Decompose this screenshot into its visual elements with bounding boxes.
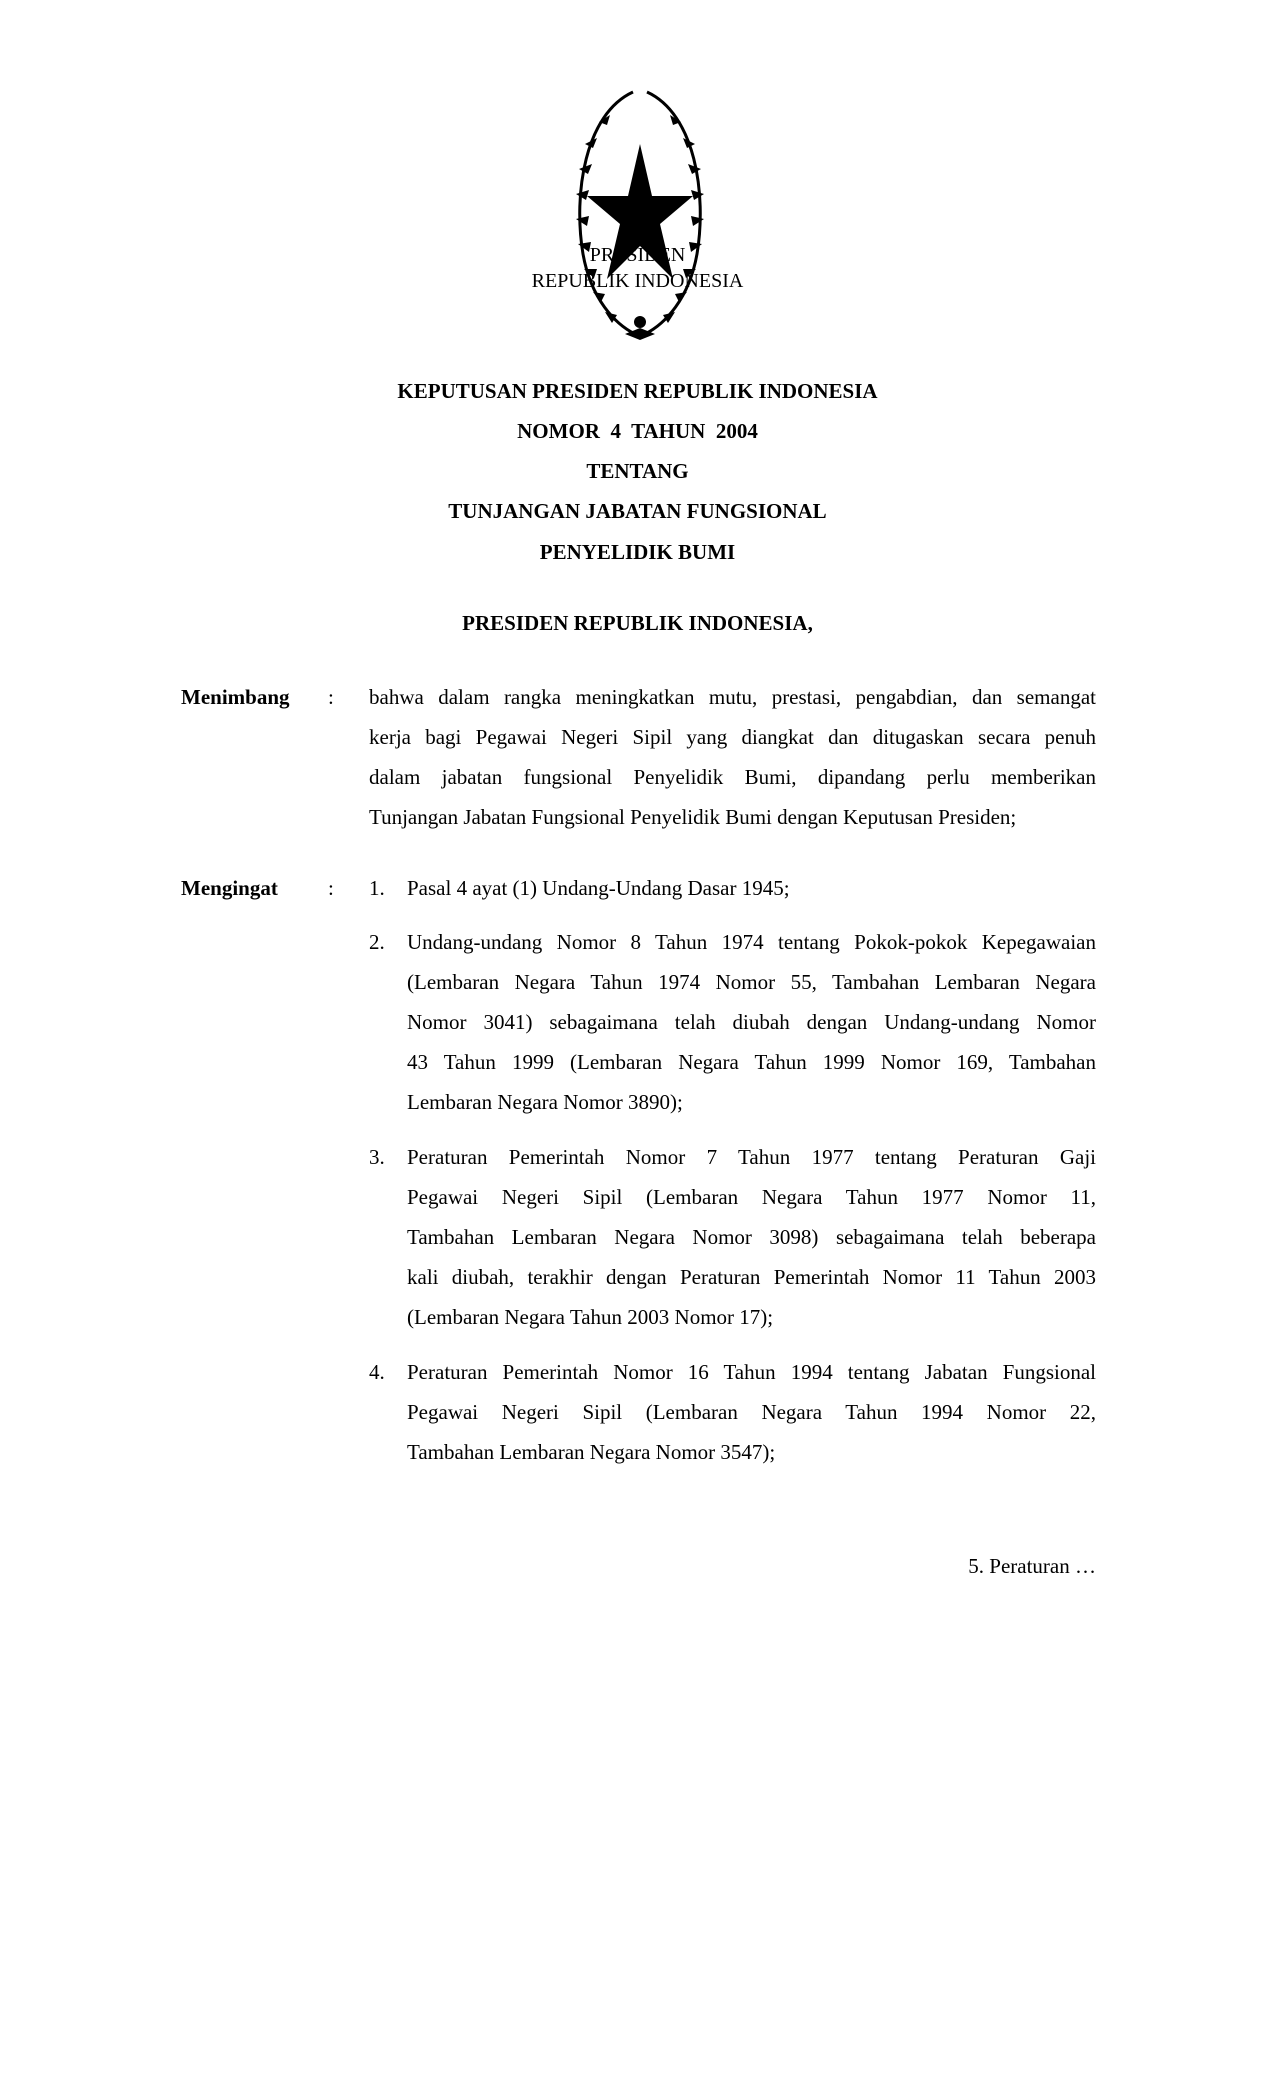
- item-number: 3.: [369, 1145, 385, 1169]
- mengingat-label: Mengingat: [181, 876, 278, 900]
- text-line: dalam jabatan fungsional Penyelidik Bumi, dipandang perlu memberikan: [369, 765, 1096, 789]
- text-line: kali diubah, terakhir dengan Peraturan Pemerintah Nomor 11 Tahun 2003: [407, 1265, 1096, 1289]
- decree-issuer: PRESIDEN REPUBLIK INDONESIA,: [462, 611, 813, 635]
- mengingat-item-2: [369, 922, 1096, 1122]
- decree-subject-line: PENYELIDIK BUMI: [539, 540, 736, 564]
- letterhead-republik-indonesia: REPUBLIK INDONESIA: [531, 270, 744, 292]
- text-line: kerja bagi Pegawai Negeri Sipil yang diangkat dan ditugaskan secara penuh: [369, 725, 1096, 749]
- text-line: Nomor 3041) sebagaimana telah diubah dengan Undang-undang Nomor: [407, 1010, 1096, 1034]
- text-line: Peraturan Pemerintah Nomor 16 Tahun 1994 tentang Jabatan Fungsional: [407, 1360, 1096, 1384]
- text-line: Tunjangan Jabatan Fungsional Penyelidik Bumi dengan Keputusan Presiden;: [369, 805, 1017, 829]
- mengingat-item-4: [369, 1352, 1096, 1472]
- decree-number: NOMOR 4 TAHUN 2004: [517, 419, 758, 443]
- menimbang-colon: :: [328, 685, 334, 709]
- text-line: 43 Tahun 1999 (Lembaran Negara Tahun 1999 Nomor 169, Tambahan: [407, 1050, 1096, 1074]
- text-line: Undang-undang Nomor 8 Tahun 1974 tentang Pokok-pokok Kepegawaian: [407, 930, 1096, 954]
- star-emblem-icon: [565, 84, 715, 346]
- item-number: 4.: [369, 1360, 385, 1384]
- letterhead-presiden: PRESIDEN: [589, 244, 686, 266]
- text-line: bahwa dalam rangka meningkatkan mutu, prestasi, pengabdian, dan semangat: [369, 685, 1096, 709]
- decree-tentang: TENTANG: [586, 459, 689, 483]
- decree-subject-line: TUNJANGAN JABATAN FUNGSIONAL: [448, 499, 827, 523]
- menimbang-text: [369, 677, 1096, 837]
- text-line: Lembaran Negara Nomor 3890);: [407, 1090, 683, 1114]
- text-line: Pasal 4 ayat (1) Undang-Undang Dasar 1945;: [407, 876, 790, 900]
- item-number: 1.: [369, 876, 385, 900]
- text-line: Peraturan Pemerintah Nomor 7 Tahun 1977 tentang Peraturan Gaji: [407, 1145, 1096, 1169]
- text-line: Tambahan Lembaran Negara Nomor 3098) sebagaimana telah beberapa: [407, 1225, 1096, 1249]
- continuation-note: 5. Peraturan …: [968, 1554, 1096, 1578]
- text-line: Tambahan Lembaran Negara Nomor 3547);: [407, 1440, 776, 1464]
- mengingat-item-1: [369, 868, 1096, 908]
- decree-title-line: KEPUTUSAN PRESIDEN REPUBLIK INDONESIA: [397, 379, 878, 403]
- item-number: 2.: [369, 930, 385, 954]
- mengingat-colon: :: [328, 876, 334, 900]
- menimbang-label: Menimbang: [181, 685, 290, 709]
- mengingat-item-3: [369, 1137, 1096, 1337]
- text-line: Pegawai Negeri Sipil (Lembaran Negara Tahun 1977 Nomor 11,: [407, 1185, 1096, 1209]
- text-line: Pegawai Negeri Sipil (Lembaran Negara Tahun 1994 Nomor 22,: [407, 1400, 1096, 1424]
- presidential-emblem: [565, 84, 715, 346]
- text-line: (Lembaran Negara Tahun 1974 Nomor 55, Tambahan Lembaran Negara: [407, 970, 1096, 994]
- text-line: (Lembaran Negara Tahun 2003 Nomor 17);: [407, 1305, 774, 1329]
